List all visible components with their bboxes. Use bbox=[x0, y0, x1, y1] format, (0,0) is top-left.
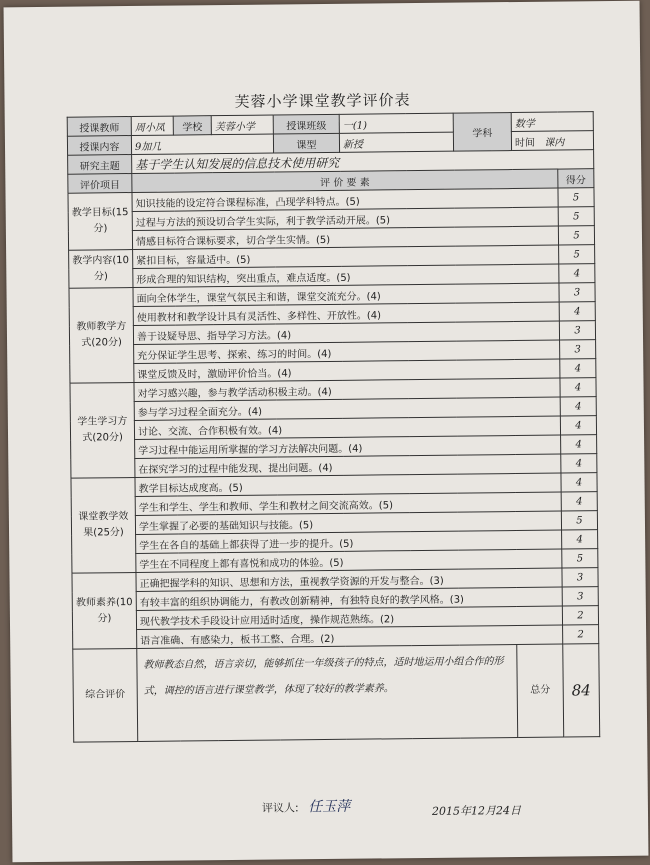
class-label: 授课班级 bbox=[273, 114, 339, 134]
criteria-text: 在探究学习的过程中能发现、提出问题。(4) bbox=[135, 454, 561, 477]
score-value: 3 bbox=[560, 340, 596, 359]
score-value: 4 bbox=[559, 302, 595, 321]
score-value: 5 bbox=[561, 511, 597, 530]
criteria-text: 紧扣目标，容量适中。(5) bbox=[133, 245, 559, 268]
criteria-text: 学生在各自的基础上都获得了进一步的提升。(5) bbox=[136, 530, 562, 553]
topic-label: 研究主题 bbox=[68, 155, 132, 175]
criteria-text: 情感目标符合课标要求，切合学生实情。(5) bbox=[132, 226, 558, 249]
criteria-text: 教学目标达成度高。(5) bbox=[135, 473, 561, 496]
criteria-text: 有较丰富的组织协调能力，有教改创新精神，有独特良好的教学风格。(3) bbox=[136, 587, 562, 610]
criteria-text: 学生掌握了必要的基础知识与技能。(5) bbox=[135, 511, 561, 534]
criteria-text: 学习过程中能运用所掌握的学习方法解决问题。(4) bbox=[135, 435, 561, 458]
criteria-text: 过程与方法的预设切合学生实际，利于教学活动开展。(5) bbox=[132, 207, 558, 230]
criteria-text: 知识技能的设定符合课程标准，凸现学科特点。(5) bbox=[132, 188, 558, 211]
footer bbox=[262, 796, 350, 817]
score-value: 3 bbox=[559, 283, 595, 302]
evaluator-label: 评议人: bbox=[261, 801, 299, 815]
item-column-header: 评价项目 bbox=[68, 174, 132, 194]
score-value: 4 bbox=[560, 397, 596, 416]
teacher-value: 周小凤 bbox=[131, 116, 173, 135]
criteria-text: 课堂反馈及时，激励评价恰当。(4) bbox=[134, 359, 560, 382]
score-value: 3 bbox=[562, 587, 598, 606]
criteria-text: 对学习感兴趣，参与教学活动积极主动。(4) bbox=[134, 378, 560, 401]
score-value: 5 bbox=[558, 207, 594, 226]
criteria-text: 充分保证学生思考、探索、练习的时间。(4) bbox=[134, 340, 560, 363]
score-value: 5 bbox=[562, 549, 598, 568]
score-value: 3 bbox=[559, 321, 595, 340]
evaluator-signature: 任玉萍 bbox=[308, 798, 351, 816]
score-value: 4 bbox=[561, 454, 597, 473]
section-name: 课堂教学效果(25分) bbox=[71, 478, 136, 574]
score-value: 3 bbox=[562, 568, 598, 587]
section-name: 学生学习方式(20分) bbox=[70, 383, 135, 479]
score-value: 5 bbox=[558, 188, 594, 207]
teacher-label: 授课教师 bbox=[67, 117, 131, 137]
class-value: 一(1) bbox=[339, 113, 453, 133]
type-value: 新授 bbox=[339, 132, 453, 152]
evaluation-form-paper bbox=[4, 1, 649, 863]
form-title: 芙蓉小学课堂教学评价表 bbox=[234, 91, 411, 111]
score-value: 4 bbox=[562, 530, 598, 549]
school-value: 芙蓉小学 bbox=[211, 115, 273, 135]
score-value: 2 bbox=[563, 625, 599, 644]
criteria-text: 语言准确、有感染力，板书工整、合理。(2) bbox=[137, 625, 563, 648]
total-label: 总分 bbox=[517, 644, 564, 737]
criteria-text: 使用教材和教学设计具有灵活性、多样性、开放性。(4) bbox=[133, 302, 559, 325]
score-value: 4 bbox=[561, 473, 597, 492]
criteria-text: 面向全体学生，课堂气氛民主和谐，课堂交流充分。(4) bbox=[133, 283, 559, 306]
section-name: 教师素养(10分) bbox=[72, 572, 137, 649]
time-handwritten: 课内 bbox=[544, 136, 565, 149]
content-value: 9加几 bbox=[131, 134, 273, 154]
criteria-text: 形成合理的知识结构，突出重点，难点适度。(5) bbox=[133, 264, 559, 287]
criteria-text: 学生和学生、学生和教师、学生和教材之间交流高效。(5) bbox=[135, 492, 561, 515]
topic-value: 基于学生认知发展的信息技术使用研究 bbox=[132, 150, 594, 174]
evaluation-table bbox=[67, 111, 601, 742]
criteria-text: 学生在不同程度上都有喜悦和成功的体验。(5) bbox=[136, 549, 562, 572]
subject-value: 数学 bbox=[511, 112, 593, 132]
time-label: 时间 bbox=[514, 137, 536, 149]
school-label: 学校 bbox=[173, 116, 211, 135]
criteria-column-header: 评 价 要 素 bbox=[132, 169, 558, 192]
criteria-text: 现代教学技术手段设计应用适时适度，操作规范熟练。(2) bbox=[136, 606, 562, 629]
score-value: 4 bbox=[560, 416, 596, 435]
score-value: 2 bbox=[562, 606, 598, 625]
summary-row bbox=[73, 644, 600, 743]
time-value bbox=[511, 131, 593, 151]
summary-text: 教师教态自然，语言亲切，能够抓住一年级孩子的特点，适时地运用小组合作的形式，调控的语言进行课堂教学，体现了较好的教学素养。 bbox=[137, 645, 518, 742]
criteria-text: 正确把握学科的知识、思想和方法，重视教学资源的开发与整合。(3) bbox=[136, 568, 562, 591]
criteria-text: 讨论、交流、合作积极有效。(4) bbox=[134, 416, 560, 439]
section-name: 教师教学方式(20分) bbox=[69, 288, 134, 384]
score-value: 4 bbox=[559, 264, 595, 283]
content-label: 授课内容 bbox=[67, 136, 131, 156]
total-score: 84 bbox=[563, 644, 600, 737]
type-label: 课型 bbox=[273, 133, 339, 153]
subject-label: 学科 bbox=[453, 113, 511, 152]
score-value: 5 bbox=[559, 245, 595, 264]
score-value: 4 bbox=[560, 359, 596, 378]
section-name: 教学内容(10分) bbox=[69, 250, 133, 289]
section-name: 教学目标(15分) bbox=[68, 193, 133, 251]
criteria-text: 参与学习过程全面充分。(4) bbox=[134, 397, 560, 420]
score-column-header: 得分 bbox=[558, 169, 594, 188]
summary-label: 综合评价 bbox=[73, 648, 138, 742]
score-value: 4 bbox=[561, 435, 597, 454]
score-value: 4 bbox=[561, 492, 597, 511]
criteria-text: 善于设疑导思、指导学习方法。(4) bbox=[133, 321, 559, 344]
evaluation-date: 2015年12月24日 bbox=[431, 803, 522, 818]
score-value: 5 bbox=[558, 226, 594, 245]
score-value: 4 bbox=[560, 378, 596, 397]
